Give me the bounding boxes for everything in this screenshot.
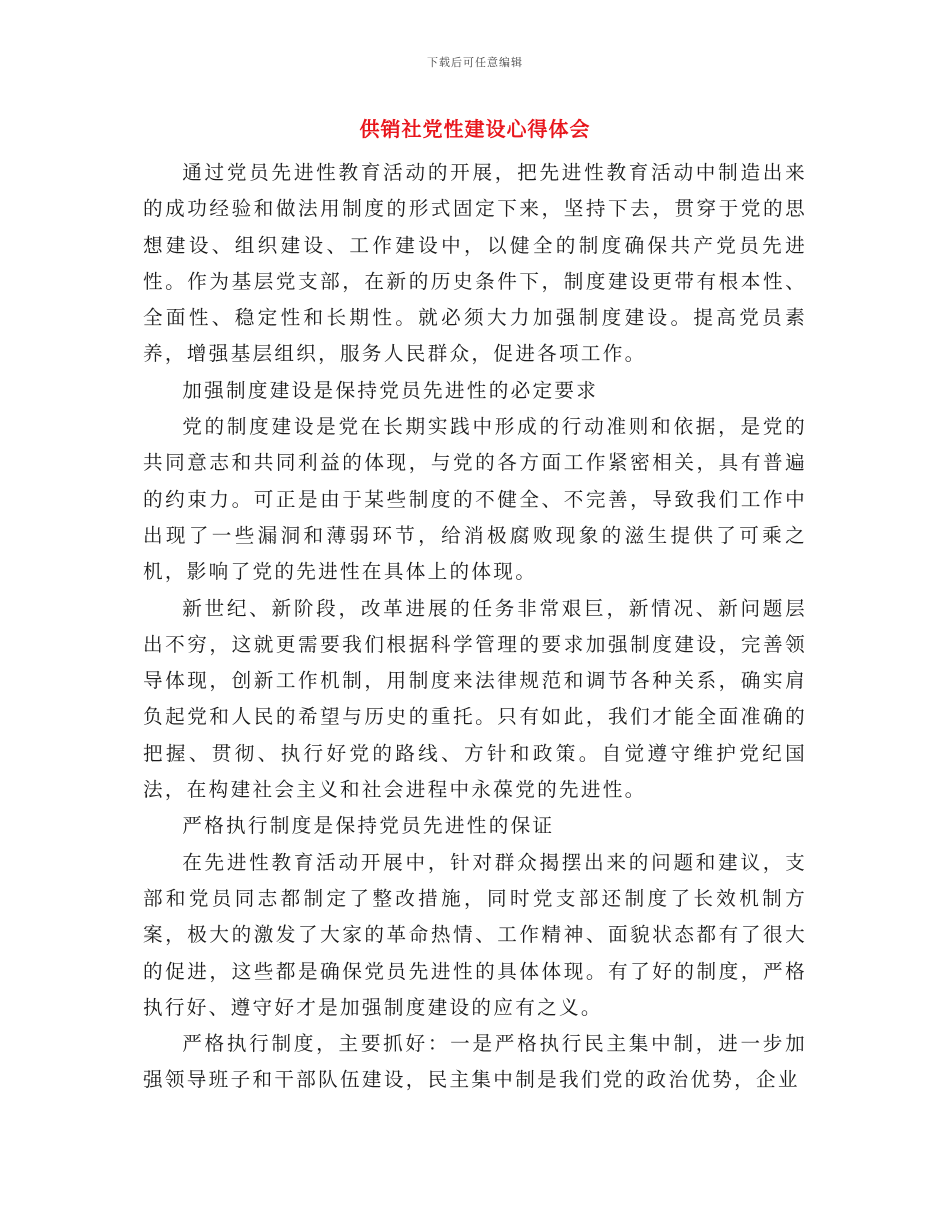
section-heading: 严格执行制度是保持党员先进性的保证 — [182, 814, 555, 838]
document-title: 供销社党性建设心得体会 — [359, 117, 591, 141]
document-body — [143, 155, 807, 1099]
paragraph: 党的制度建设是党在长期实践中形成的行动准则和依据，是党的共同意志和共同利益的体现，与党的各方面工作紧密相关，具有普遍的约束力。可正是由于某些制度的不健全、不完善，导致我们工作中出现了一些漏洞和薄弱环节，给消极腐败现象的滋生提供了可乘之机，影响了党的先进性在具体上的体现。 — [143, 415, 807, 584]
paragraph: 在先进性教育活动开展中，针对群众揭摆出来的问题和建议，支部和党员同志都制定了整改措施，同时党支部还制度了长效机制方案，极大的激发了大家的革命热情、工作精神、面貌状态都有了很大的促进，这些都是确保党员先进性的具体体现。有了好的制度，严格执行好、遵守好才是加强制度建设的应有之义。 — [143, 850, 807, 1019]
paragraph-intro: 通过党员先进性教育活动的开展，把先进性教育活动中制造出来的成功经验和做法用制度的形式固定下来，坚持下去，贯穿于党的思想建设、组织建设、工作建设中，以健全的制度确保共产党员先进性。作为基层党支部，在新的历史条件下，制度建设更带有根本性、全面性、稳定性和长期性。就必须大力加强制度建设。提高党员素养，增强基层组织，服务人民群众，促进各项工作。 — [143, 161, 807, 366]
section-heading: 加强制度建设是保持党员先进性的必定要求 — [182, 378, 599, 402]
paragraph: 严格执行制度，主要抓好：一是严格执行民主集中制，进一步加强领导班子和干部队伍建设，民主集中制是我们党的政治优势，企业 — [143, 1032, 807, 1092]
paragraph: 新世纪、新阶段，改革进展的任务非常艰巨，新情况、新问题层出不穷，这就更需要我们根据科学管理的要求加强制度建设，完善领导体现，创新工作机制，用制度来法律规范和调节各种关系，确实肩负起党和人民的希望与历史的重托。只有如此，我们才能全面准确的把握、贯彻、执行好党的路线、方针和政策。自觉遵守维护党纪国法，在构建社会主义和社会进程中永葆党的先进性。 — [143, 596, 807, 802]
header-note: 下载后可任意编辑 — [427, 56, 523, 69]
